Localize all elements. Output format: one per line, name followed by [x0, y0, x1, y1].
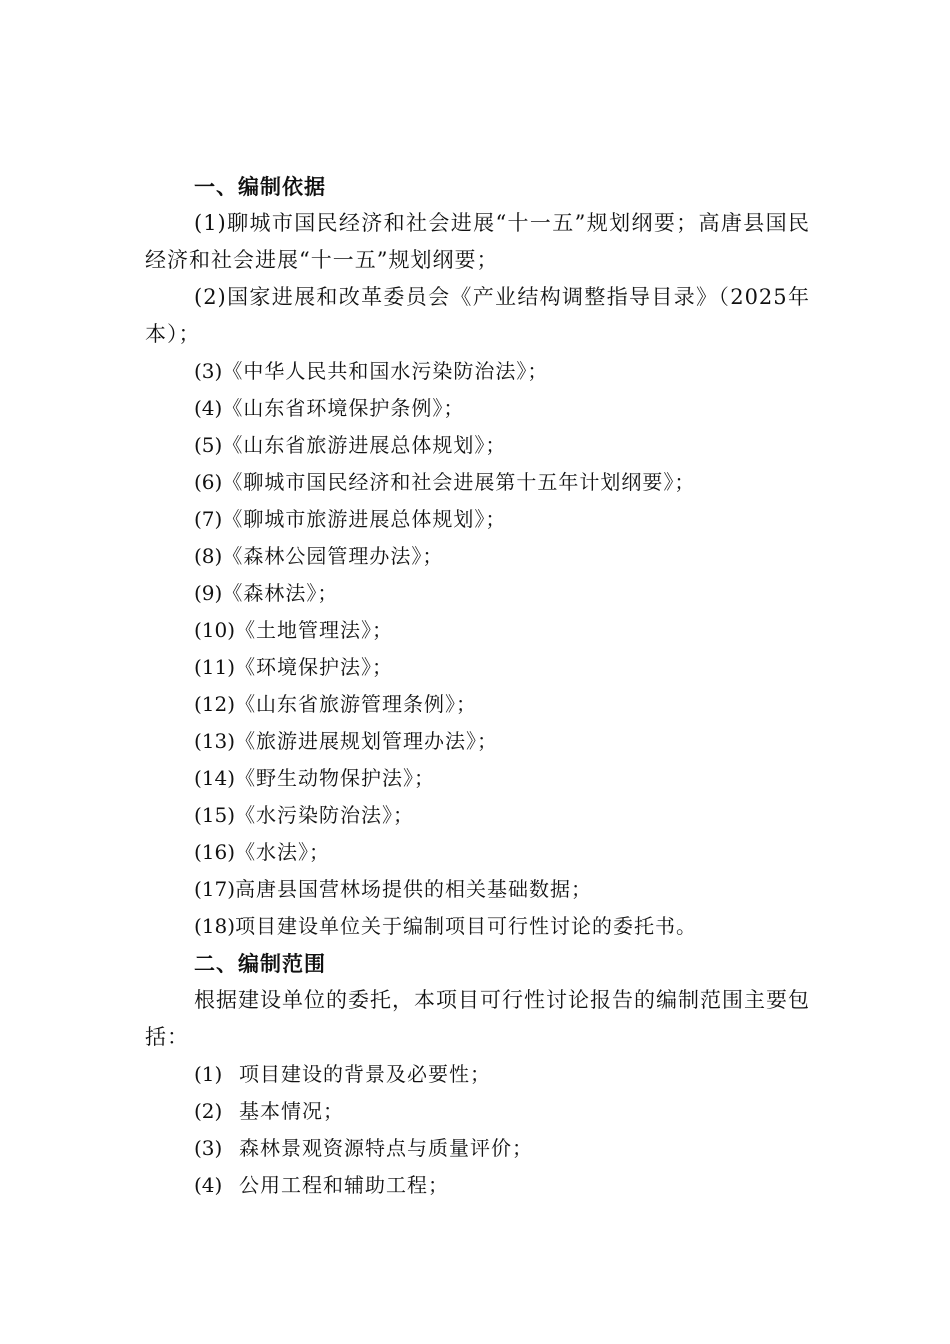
list-item: (2) 基本情况； — [194, 1099, 344, 1123]
section-heading-basis: 一、编制依据 — [194, 174, 326, 199]
basis-item-2: (2)国家进展和改革委员会《产业结构调整指导目录》（2025年本）； — [145, 285, 810, 346]
list-item: (8)《森林公园管理办法》； — [194, 544, 444, 568]
list-item: (15)《水污染防治法》； — [194, 803, 415, 827]
list-item: (4) 公用工程和辅助工程； — [194, 1173, 449, 1197]
list-item: (1) 项目建设的背景及必要性； — [194, 1062, 491, 1086]
basis-item-1: (1)聊城市国民经济和社会进展“十一五”规划纲要；高唐县国民经济和社会进展“十一五”规划纲要； — [145, 211, 810, 272]
scope-list — [145, 1056, 810, 1204]
list-item: (4)《山东省环境保护条例》； — [194, 396, 465, 420]
list-item: (12)《山东省旅游管理条例》； — [194, 692, 478, 716]
section-heading-scope: 二、编制范围 — [194, 951, 326, 976]
document-body — [145, 168, 810, 1204]
list-item: (9)《森林法》； — [194, 581, 339, 605]
list-item: (3)《中华人民共和国水污染防治法》； — [194, 359, 549, 383]
list-item: (14)《野生动物保护法》； — [194, 766, 436, 790]
list-item: (6)《聊城市国民经济和社会进展第十五年计划纲要》； — [194, 470, 696, 494]
list-item: (11)《环境保护法》； — [194, 655, 394, 679]
list-item: (3) 森林景观资源特点与质量评价； — [194, 1136, 533, 1160]
list-item: (17)高唐县国营林场提供的相关基础数据； — [194, 877, 593, 901]
list-item: (7)《聊城市旅游进展总体规划》； — [194, 507, 507, 531]
list-item: (18)项目建设单位关于编制项目可行性讨论的委托书。 — [194, 914, 698, 938]
list-item: (13)《旅游进展规划管理办法》； — [194, 729, 499, 753]
list-item: (10)《土地管理法》； — [194, 618, 394, 642]
scope-intro: 根据建设单位的委托，本项目可行性讨论报告的编制范围主要包括： — [145, 988, 810, 1049]
basis-list — [145, 353, 810, 945]
list-item: (16)《水法》； — [194, 840, 331, 864]
list-item: (5)《山东省旅游进展总体规划》； — [194, 433, 507, 457]
